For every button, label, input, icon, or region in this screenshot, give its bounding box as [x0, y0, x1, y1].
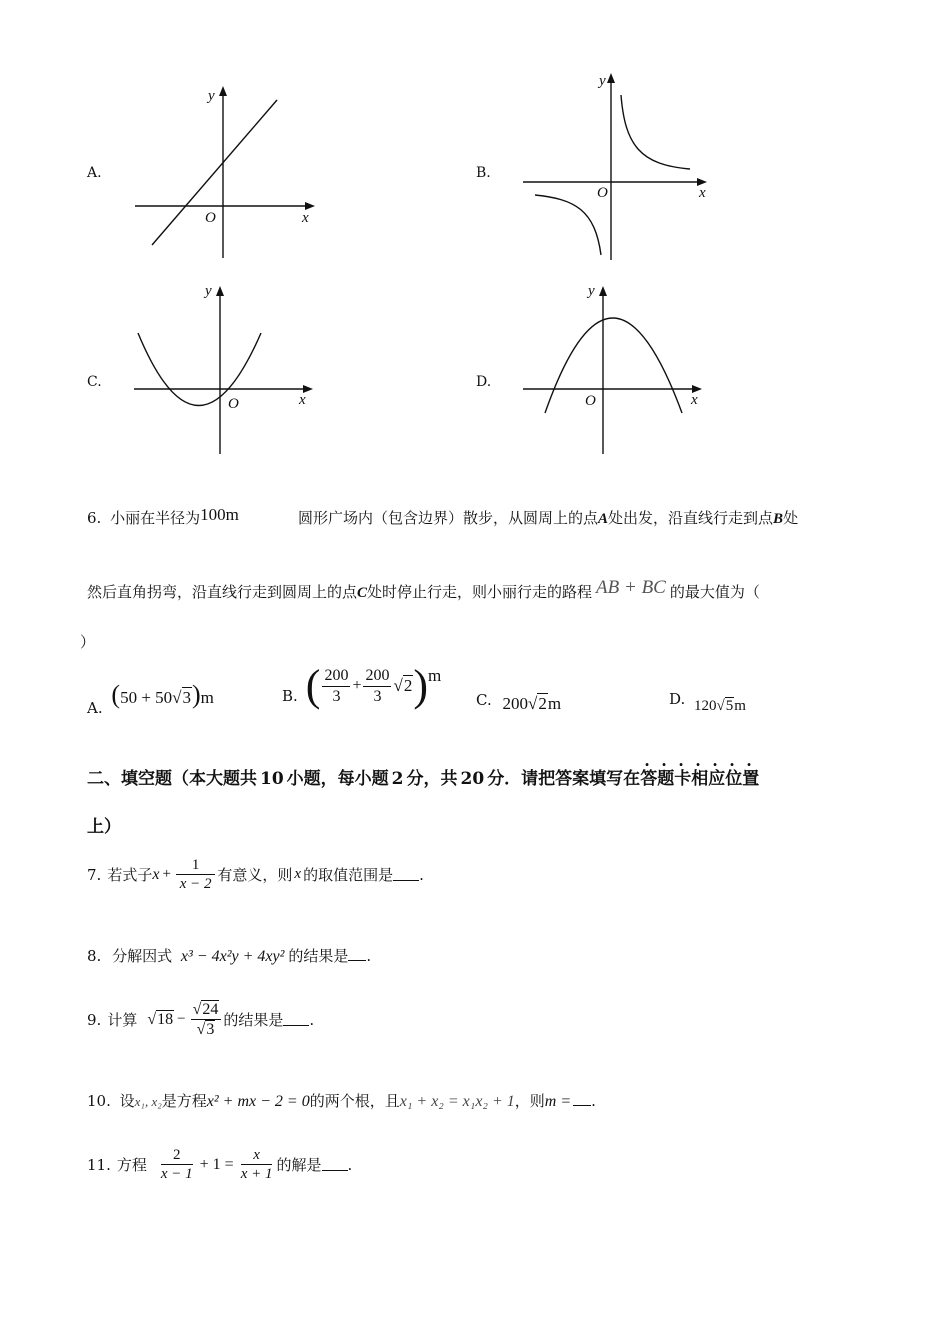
q10-mid-a: 是方程 — [161, 1092, 207, 1110]
graph-d-origin: O — [585, 393, 596, 409]
q11-answer-blank[interactable] — [322, 1158, 348, 1171]
q9-fraction: $\frac{√24}{√3}$ — [191, 1000, 222, 1039]
q10-number: 10. — [87, 1092, 111, 1110]
graph-a-linear — [130, 80, 320, 265]
section-2-title-b: 小题，每小题 — [286, 769, 389, 789]
q10-pre: 设 — [119, 1092, 135, 1110]
q6-line-1 — [87, 507, 239, 528]
q6-close-paren: ） — [80, 633, 96, 651]
q8-expr: x³ − 4x²y + 4xy² — [180, 948, 285, 965]
q6-option-d-root: 5 — [725, 698, 734, 714]
q10-vars: x₁, x₂ — [134, 1094, 162, 1109]
q6-number: 6. — [87, 509, 102, 527]
q9-number: 9. — [87, 1010, 102, 1029]
q6-option-a — [87, 680, 214, 717]
q11-plus-one: + 1 = — [199, 1155, 234, 1173]
q6-option-a-root: 3 — [182, 688, 191, 707]
q6-option-a-term: 50 + 50 — [120, 688, 173, 707]
q6-option-c-label: C. — [476, 691, 492, 709]
q11-end: . — [347, 1155, 353, 1174]
q6-radius: 100m — [200, 505, 239, 524]
q7-end: . — [419, 865, 424, 884]
q7-post-b: 的取值范围是 — [303, 866, 394, 884]
q11-number: 11. — [87, 1155, 111, 1174]
q9-pre: 计算 — [107, 1011, 138, 1030]
option-d-label: D. — [476, 374, 492, 390]
graph-b-branch-lower — [535, 195, 601, 255]
q6-line-1b — [298, 507, 798, 528]
q6-point-a: A — [598, 511, 609, 527]
q6-option-d-unit: m — [734, 698, 746, 714]
q6-text-2: 圆形广场内（包含边界）散步，从圆周上的点 — [298, 509, 599, 527]
section-2-heading — [87, 764, 759, 789]
graph-c-x-label: x — [299, 392, 306, 408]
graph-a-y-label: y — [208, 88, 215, 104]
q6-option-a-label: A. — [87, 699, 103, 717]
q6-option-d: D. 120√5m — [669, 690, 746, 714]
graph-d-parabola-down — [515, 278, 710, 458]
q7-number: 7. — [87, 865, 102, 884]
emph-char: 题 — [657, 769, 675, 789]
q6-line-2 — [87, 577, 760, 603]
q6-option-b: B. ( $\frac{200}{3}$ + $\frac{200}{3}$ √2 ) m — [282, 661, 442, 710]
q9-minus: − — [177, 1011, 186, 1028]
q7-x: x — [152, 865, 160, 883]
q6-option-c: C. 200√2m — [476, 691, 562, 713]
option-a-label: A. — [87, 165, 102, 181]
q9-root-1: 18 — [157, 1010, 174, 1028]
section-2-title-c: 分，共 — [406, 769, 458, 789]
graph-c-parabola-up — [128, 278, 323, 458]
q8-answer-blank[interactable] — [348, 948, 366, 961]
emph-char: 位 — [725, 769, 743, 789]
q6-option-b-frac-1: $\frac{200}{3}$ — [324, 667, 349, 705]
question-8 — [87, 945, 371, 966]
q6-text-1: 小丽在半径为 — [110, 509, 201, 527]
section-2-heading-end: 上） — [87, 817, 121, 837]
option-c-label: C. — [87, 374, 102, 390]
q6-point-c: C — [357, 585, 368, 601]
q6-line2-a: 然后直角拐弯，沿直线行走到圆周上的点 — [87, 583, 358, 601]
graph-b-origin: O — [597, 185, 608, 201]
section-2-n1: 10 — [260, 769, 284, 789]
q7-pre: 若式子 — [107, 866, 153, 884]
graph-d-x-label: x — [691, 392, 698, 408]
question-9: 9. 计算 √18 − $\frac{√24}{√3}$ 的结果是 . — [87, 1001, 315, 1039]
graph-b-hyperbola — [515, 65, 715, 265]
q8-end: . — [366, 947, 372, 965]
emph-char: 答 — [640, 769, 658, 789]
q10-mid-b: 的两个根，且 — [309, 1092, 400, 1110]
q11-fraction-2: $\frac{x}{x + 1}$ — [240, 1147, 273, 1182]
q7-post-a: 有意义，则 — [217, 866, 293, 884]
graph-c-curve — [138, 333, 261, 406]
q7-fraction: $\frac{1}{x - 2}$ — [176, 856, 216, 893]
q11-pre: 方程 — [116, 1156, 147, 1174]
q6-option-a-unit: m — [200, 688, 214, 707]
q7-answer-blank[interactable] — [393, 868, 419, 881]
option-b-label: B. — [476, 165, 491, 181]
q6-option-d-label: D. — [669, 690, 686, 708]
graph-b-branch-upper — [621, 95, 690, 169]
section-2-n2: 2 — [391, 769, 404, 789]
emph-char: 相 — [691, 769, 709, 789]
q8-pre: 分解因式 — [112, 947, 173, 965]
q6-option-b-root: 2 — [403, 676, 413, 695]
graph-c-y-label: y — [205, 283, 212, 299]
q6-option-a-expr: (50 + 50√3)m — [111, 680, 214, 709]
q6-option-b-unit: m — [427, 666, 442, 685]
question-11 — [87, 1146, 352, 1183]
q8-post: 的结果是 — [288, 947, 349, 965]
q6-option-a-rparen: ) — [192, 680, 201, 709]
graph-d-curve — [545, 318, 682, 413]
graph-b-x-label: x — [699, 185, 706, 201]
q6-option-a-lparen: ( — [111, 680, 121, 709]
q8-number: 8. — [87, 947, 102, 965]
q6-option-b-label: B. — [282, 687, 298, 705]
question-7 — [87, 856, 424, 893]
q6-line2-c: 的最大值为（ — [669, 583, 760, 601]
q11-post: 的解是 — [276, 1156, 322, 1174]
graph-c-origin: O — [228, 396, 239, 412]
q6-option-b-frac-2: $\frac{200}{3}$ — [365, 667, 390, 705]
q9-end: . — [309, 1010, 315, 1029]
q6-option-c-unit: m — [547, 694, 562, 713]
emph-char: 卡 — [674, 769, 692, 789]
q6-path-expr: AB + BC — [596, 577, 666, 598]
q10-equation: x² + mx − 2 = 0 — [206, 1093, 310, 1110]
graph-a-x-label: x — [302, 210, 309, 226]
emph-char: 应 — [708, 769, 726, 789]
q10-m: m = — [544, 1093, 572, 1110]
graph-a-origin: O — [205, 210, 216, 226]
section-2-title-a: 二、填空题（本大题共 — [87, 769, 257, 789]
q11-fraction-1: $\frac{2}{x - 1}$ — [160, 1147, 193, 1182]
q6-line2-b: 处时停止行走，则小丽行走的路程 — [367, 583, 593, 601]
q10-end: . — [591, 1092, 596, 1110]
q10-mid-c: ，则 — [514, 1092, 545, 1110]
question-10 — [87, 1090, 596, 1111]
q6-text-3: 处出发，沿直线行走到点 — [608, 509, 774, 527]
q6-text-4: 处 — [783, 509, 799, 527]
q7-plus: + — [162, 866, 171, 882]
q6-option-c-root: 2 — [538, 694, 547, 713]
q6-option-b-plus: + — [352, 677, 362, 694]
q10-answer-blank[interactable] — [573, 1093, 591, 1106]
emph-char: 置 — [742, 769, 760, 789]
q6-option-c-coef: 200 — [502, 694, 528, 713]
q6-point-b: B — [773, 511, 784, 527]
graph-d-y-label: y — [588, 283, 595, 299]
q10-condition: x₁ + x₂ = x₁x₂ + 1 — [399, 1093, 515, 1110]
graph-b-y-label: y — [599, 73, 606, 89]
q6-option-d-coef: 120 — [694, 698, 717, 714]
section-2-n3: 20 — [460, 769, 485, 789]
q9-post: 的结果是 — [223, 1011, 284, 1030]
section-2-title-d: 分．请把答案填写在 — [487, 769, 641, 789]
q9-answer-blank[interactable] — [283, 1013, 309, 1026]
q7-var: x — [294, 866, 302, 882]
